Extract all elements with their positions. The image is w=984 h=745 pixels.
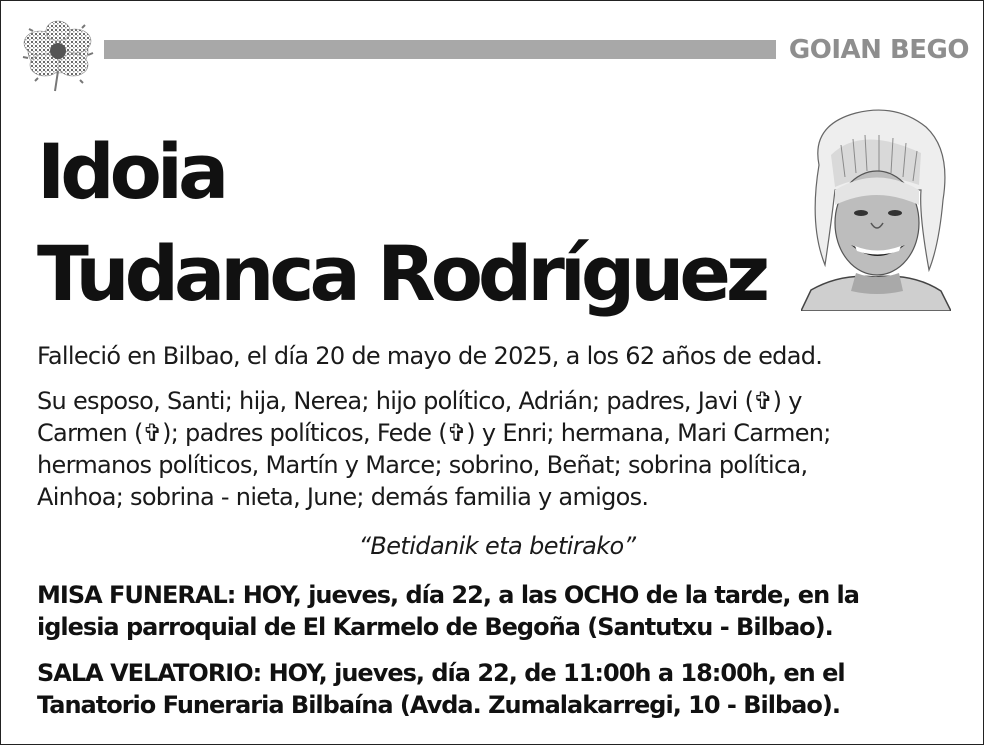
header-bar <box>104 40 776 59</box>
wake-line: SALA VELATORIO: HOY, jueves, día 22, de 11:00h a 18:00h, en el <box>37 659 845 687</box>
memorial-quote: “Betidanik eta betirako” <box>358 532 636 560</box>
portrait-photo <box>801 105 951 311</box>
wake-room-info <box>37 657 967 721</box>
funeral-mass-info <box>37 579 967 643</box>
funeral-line: MISA FUNERAL: HOY, jueves, día 22, a las OCHO de la tarde, en la <box>37 581 859 609</box>
family-line: Carmen (✞); padres políticos, Fede (✞) y Enri; hermana, Mari Carmen; <box>37 419 831 447</box>
deceased-first-name: Idoia <box>37 127 225 216</box>
death-notice: Falleció en Bilbao, el día 20 de mayo de 2025, a los 62 años de edad. <box>37 342 823 370</box>
deceased-surnames: Tudanca Rodríguez <box>37 229 766 318</box>
family-line: Ainhoa; sobrina - nieta, June; demás familia y amigos. <box>37 483 649 511</box>
section-label: GOIAN BEGO <box>788 35 969 65</box>
flower-icon <box>15 13 101 93</box>
family-paragraph <box>37 385 957 513</box>
family-line: Su esposo, Santi; hija, Nerea; hijo político, Adrián; padres, Javi (✞) y <box>37 387 802 415</box>
wake-line: Tanatorio Funeraria Bilbaína (Avda. Zumalakarregi, 10 - Bilbao). <box>37 691 840 719</box>
funeral-line: iglesia parroquial de El Karmelo de Begoña (Santutxu - Bilbao). <box>37 613 833 641</box>
family-line: hermanos políticos, Martín y Marce; sobrino, Beñat; sobrina política, <box>37 451 808 479</box>
